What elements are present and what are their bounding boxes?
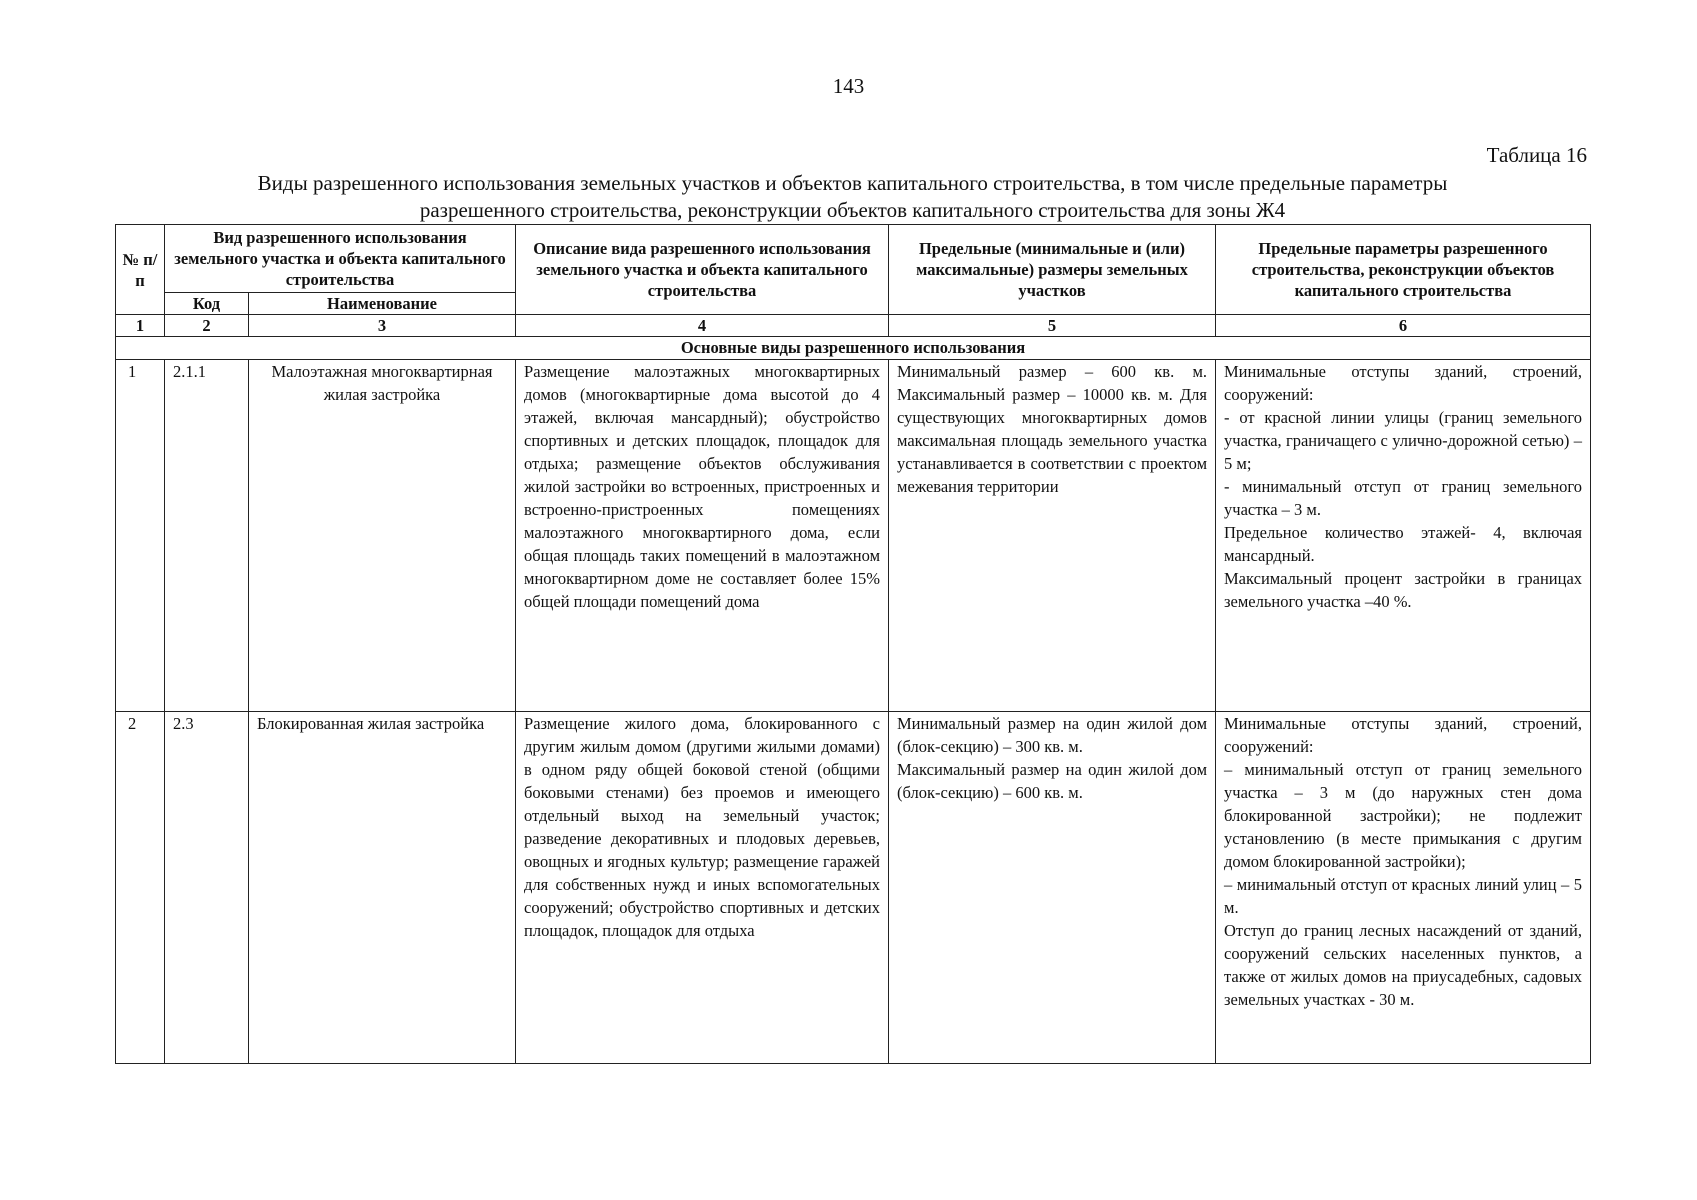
param-line: - минимальный отступ от границ земельного участка – 3 м. [1224,477,1583,519]
row-kod: 2.1.1 [165,360,249,712]
column-number: 2 [165,315,249,337]
row-description: Размещение малоэтажных многоквартирных домов (многоквартирные дома высотой до 4 этажей, включая мансардный); обустройство спортивных и детских площадок, площадок для отдыха; размещение объектов обслуживания жилой застройки во встроенных, пристроенных и встроенно-пристроенных помещениях малоэтажного многоквартирного дома, если общая площадь таких помещений в малоэтажном многоквартирном доме не составляет более 15% общей площади помещений дома [516,360,889,712]
param-line: Предельное количество этажей- 4, включая мансардный. [1224,523,1583,565]
row-params [1216,712,1591,1064]
header-parametry: Предельные параметры разрешенного строительства, реконструкции объектов капитального строительства [1216,225,1591,315]
land-use-table [115,224,1591,1064]
table-title [115,170,1590,224]
row-kod: 2.3 [165,712,249,1064]
header-kod: Код [165,293,249,315]
row-sizes [889,712,1216,1064]
table-title-line-2: разрешенного строительства, реконструкции объектов капитального строительства для зоны Ж4 [419,198,1286,222]
row-num: 1 [116,360,165,712]
param-line: Отступ до границ лесных насаждений от зданий, сооружений сельских населенных пунктов, а также от жилых домов на приусадебных, садовых земельных участках - 30 м. [1224,921,1583,1009]
row-sizes: Минимальный размер – 600 кв. м. Максимальный размер – 10000 кв. м. Для существующих многоквартирных домов максимальная площадь земельного участка устанавливается в соответствии с проектом межевания территории [889,360,1216,712]
row-name: Малоэтажная многоквартирная жилая застройка [249,360,516,712]
header-vid: Вид разрешенного использования земельного участка и объекта капитального строительства [165,225,516,293]
param-line: – минимальный отступ от красных линий улиц – 5 м. [1224,875,1583,917]
param-line: - от красной линии улицы (границ земельного участка, граничащего с улично-дорожной сетью) – 5 м; [1224,408,1583,473]
table-label: Таблица 16 [1486,143,1587,167]
size-line: Максимальный размер на один жилой дом (блок-секцию) – 600 кв. м. [897,760,1208,802]
column-number: 1 [116,315,165,337]
column-number: 5 [889,315,1216,337]
param-line: Минимальные отступы зданий, строений, сооружений: [1224,362,1583,404]
header-row-1 [116,225,1591,293]
table-title-line-1: Виды разрешенного использования земельных участков и объектов капитального строительства, в том числе предельные параметры [257,171,1448,195]
size-line: Минимальный размер на один жилой дом (блок-секцию) – 300 кв. м. [897,714,1208,756]
header-naimenovanie: Наименование [249,293,516,315]
section-title: Основные виды разрешенного использования [116,337,1591,360]
page-number: 143 [832,74,865,98]
row-params [1216,360,1591,712]
header-opisanie: Описание вида разрешенного использования земельного участка и объекта капитального строительства [516,225,889,315]
param-line: – минимальный отступ от границ земельного участка – 3 м (до наружных стен дома блокированной застройки); не подлежит установлению (в месте примыкания с другим домом блокированной застройки); [1224,760,1583,871]
row-name: Блокированная жилая застройка [249,712,516,1064]
header-razmery: Предельные (минимальные и (или) максимальные) размеры земельных участков [889,225,1216,315]
row-num: 2 [116,712,165,1064]
column-number: 4 [516,315,889,337]
column-number: 3 [249,315,516,337]
column-number: 6 [1216,315,1591,337]
table-row [116,712,1591,1064]
param-line: Максимальный процент застройки в границах земельного участка –40 %. [1224,569,1583,611]
param-line: Минимальные отступы зданий, строений, сооружений: [1224,714,1583,756]
header-num: № п/п [116,225,165,315]
table-row [116,360,1591,712]
section-row [116,337,1591,360]
row-description: Размещение жилого дома, блокированного с другим жилым домом (другими жилыми домами) в одном ряду общей боковой стеной (общими боковыми стенами) без проемов и имеющего отдельный выход на земельный участок; разведение декоративных и плодовых деревьев, овощных и ягодных культур; размещение гаражей для собственных нужд и иных вспомогательных сооружений; обустройство спортивных и детских площадок, площадок для отдыха [516,712,889,1064]
column-numbers-row [116,315,1591,337]
